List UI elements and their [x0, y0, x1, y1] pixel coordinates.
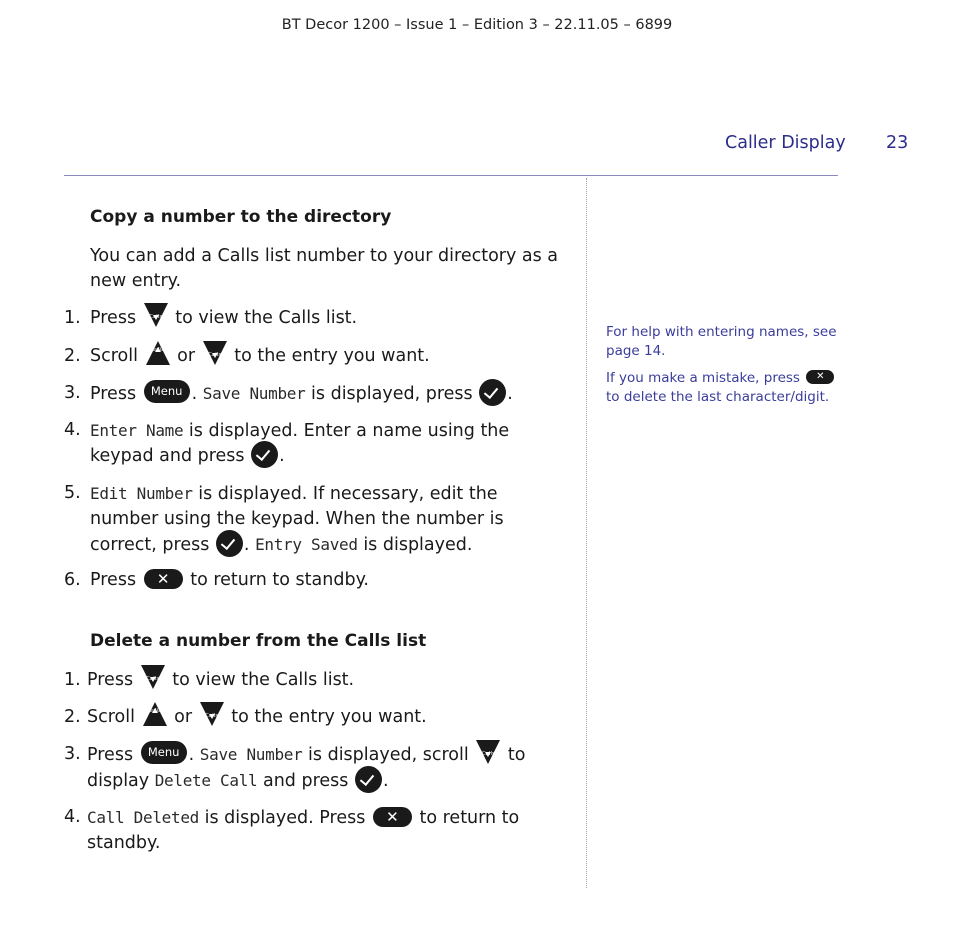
- copy-step-2: 2. Scroll Redial or Calls to the entry you want.: [64, 344, 564, 369]
- cancel-x-icon: [373, 807, 412, 827]
- copy-step-3: 3. Press Menu . Save Number is displayed, press .: [64, 381, 564, 407]
- column-divider: [586, 178, 587, 888]
- menu-key-icon: Menu: [141, 741, 187, 764]
- delete-heading: Delete a number from the Calls list: [90, 631, 427, 651]
- redial-icon: Redial: [143, 702, 167, 726]
- lcd-text: Edit Number: [90, 484, 193, 503]
- cancel-x-icon: [144, 569, 183, 589]
- delete-step-1: 1. Press Calls to view the Calls list.: [64, 668, 564, 693]
- calls-icon: Calls: [200, 702, 224, 726]
- calls-icon: Calls: [476, 740, 500, 764]
- document-info: BT Decor 1200 – Issue 1 – Edition 3 – 22.11.05 – 6899: [281, 17, 673, 33]
- copy-intro: You can add a Calls list number to your directory as a new entry.: [90, 246, 559, 291]
- calls-icon: Calls: [141, 665, 165, 689]
- delete-step-2: 2. Scroll Redial or Calls to the entry you want.: [64, 705, 564, 730]
- copy-step-4: 4. Enter Name is displayed. Enter a name using the keypad and press .: [64, 420, 510, 466]
- copy-step-1: 1. Press Calls to view the Calls list.: [64, 306, 564, 331]
- menu-key-icon: Menu: [144, 380, 190, 403]
- calls-icon: Calls: [144, 303, 168, 327]
- lcd-text: Save Number: [199, 745, 303, 764]
- ok-check-icon: [355, 766, 382, 793]
- lcd-text: Enter Name: [90, 421, 184, 440]
- lcd-text: Call Deleted: [87, 808, 199, 827]
- lcd-text: Delete Call: [154, 771, 258, 790]
- page-number: 23: [886, 133, 909, 153]
- ok-check-icon: [251, 441, 278, 468]
- cancel-x-icon: [806, 370, 834, 384]
- calls-icon: Calls: [203, 341, 227, 365]
- delete-step-4: 4. Call Deleted is displayed. Press ✕ to return to standby.: [64, 805, 534, 856]
- copy-heading: Copy a number to the directory: [90, 207, 392, 227]
- redial-icon: Redial: [146, 341, 170, 365]
- delete-step-3: 3. Press Menu . Save Number is displayed, scroll Calls to display Delete Call and press .: [64, 742, 564, 794]
- header-divider: [64, 175, 838, 176]
- ok-check-icon: [479, 379, 506, 406]
- copy-step-5: 5. Edit Number is displayed. If necessary, edit the number using the keypad. When the number is correct, press . Entry Saved is displayed.: [64, 483, 504, 555]
- copy-step-6: 6. Press ✕ to return to standby.: [64, 568, 564, 593]
- section-title: Caller Display: [725, 133, 846, 153]
- note-names-help: For help with entering names, see page 14.: [606, 324, 837, 359]
- ok-check-icon: [216, 530, 243, 557]
- lcd-text: Entry Saved: [255, 535, 358, 554]
- lcd-text: Save Number: [202, 384, 306, 403]
- note-mistake-help: If you make a mistake, press ✕ to delete the last character/digit.: [606, 369, 838, 406]
